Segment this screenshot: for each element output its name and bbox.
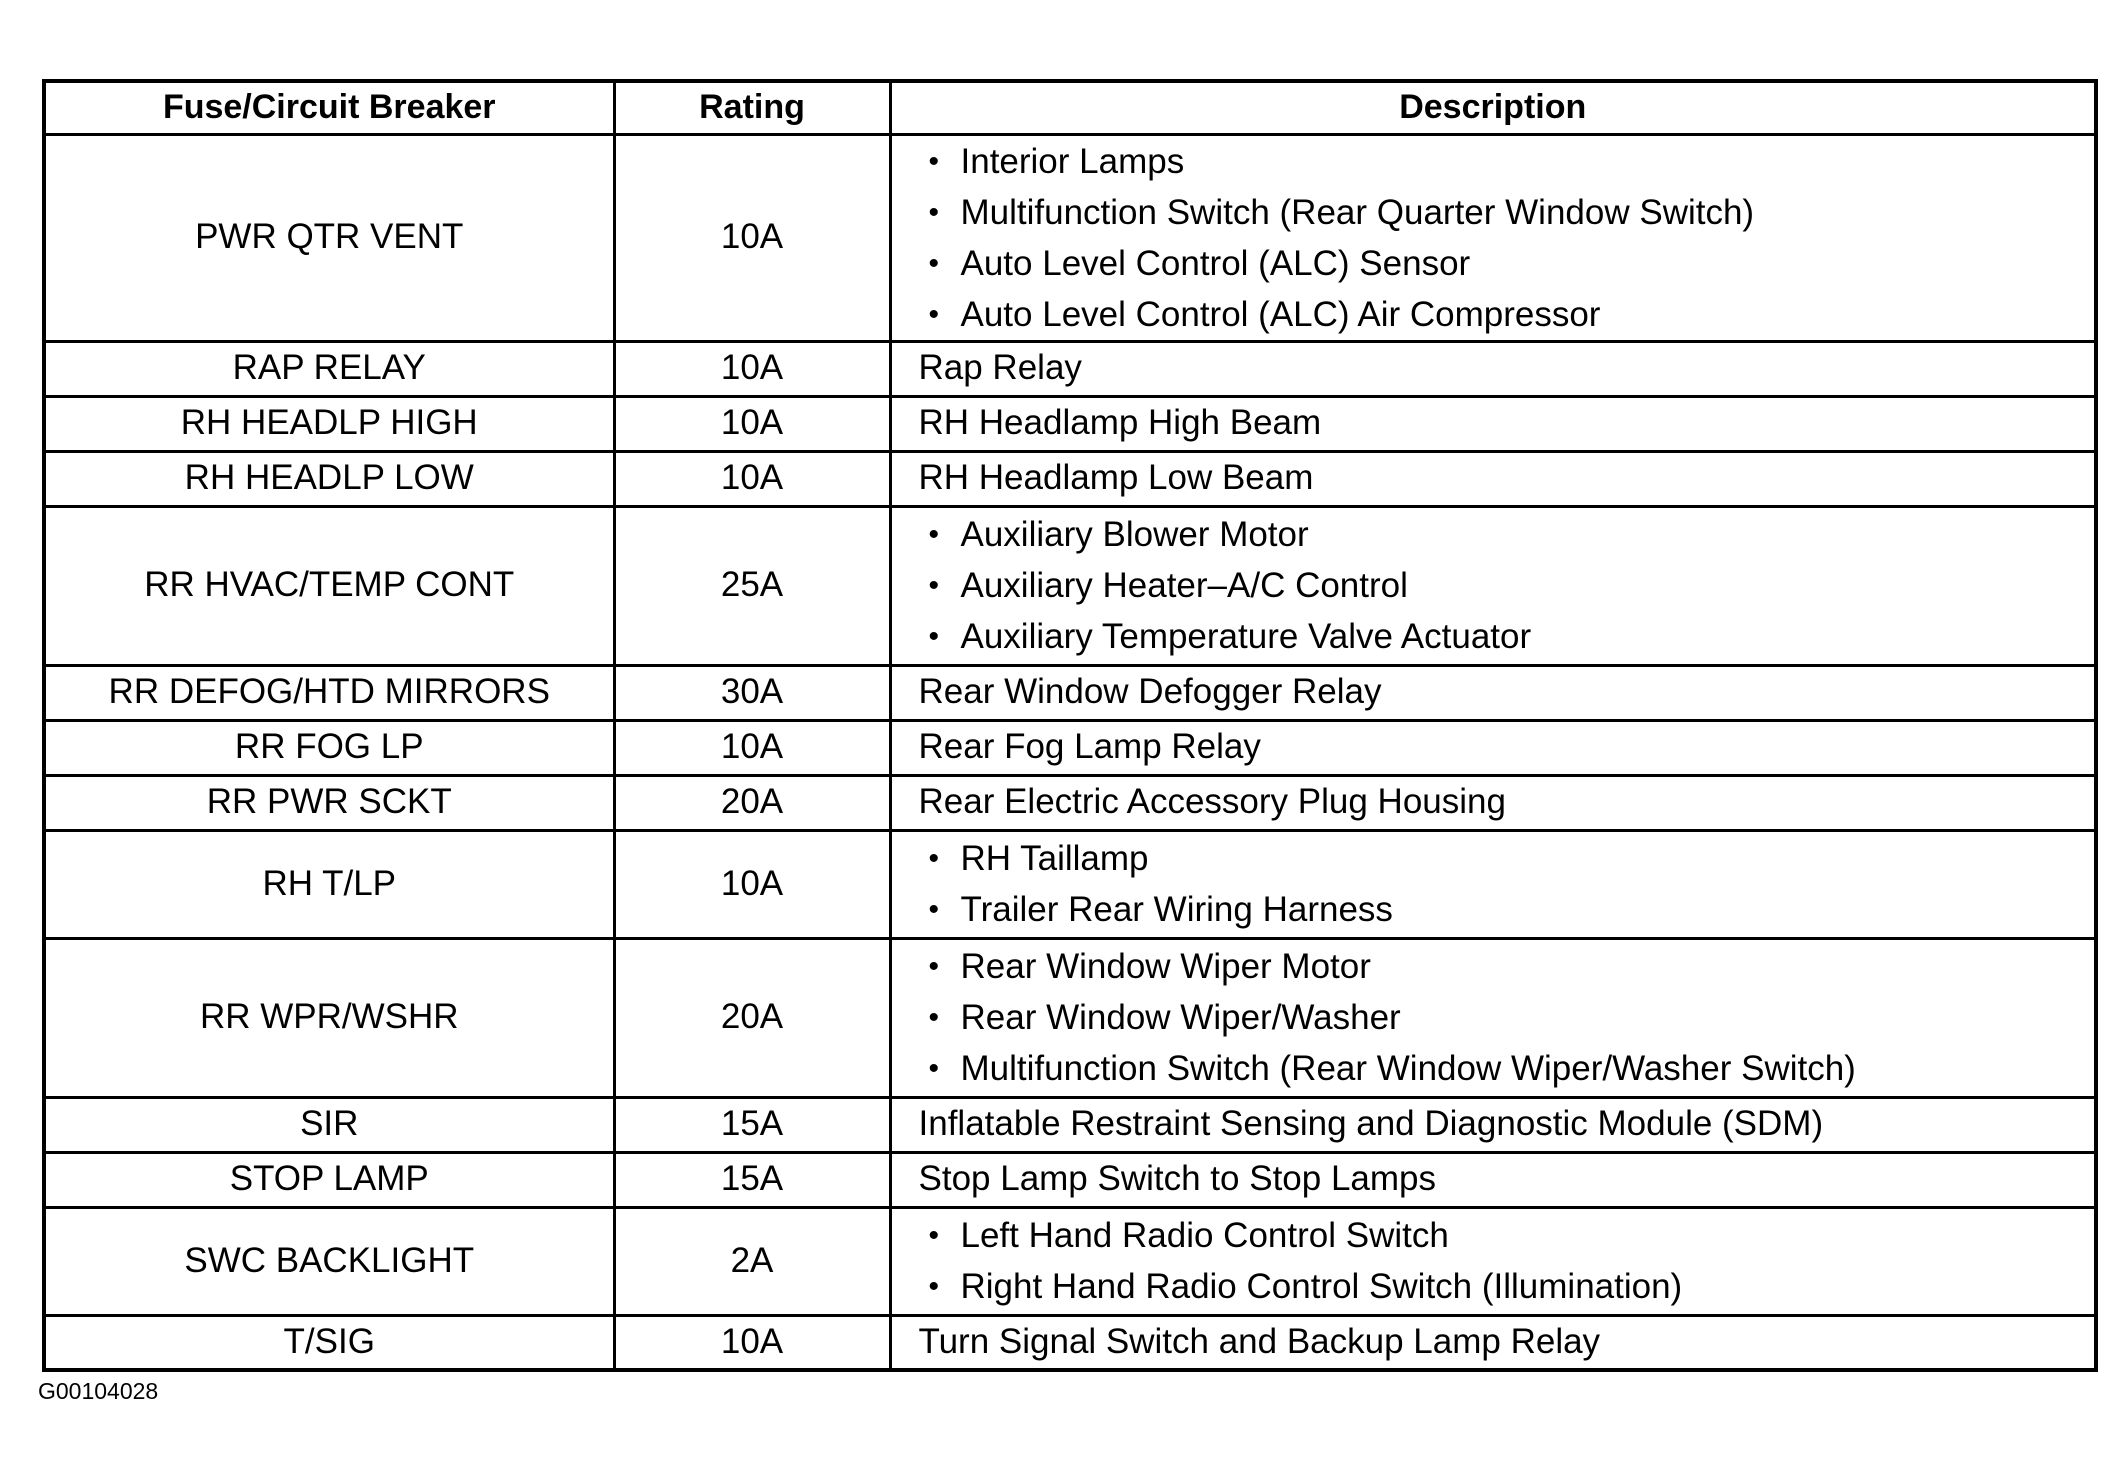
bullet-icon: • <box>928 195 940 229</box>
list-item-text: Rear Window Wiper Motor <box>960 947 1371 986</box>
table-row <box>44 720 2096 775</box>
fuse-description: Rear Window Defogger Relay <box>890 665 2096 720</box>
table-row <box>44 341 2096 396</box>
bullet-icon: • <box>928 1001 940 1034</box>
list-item <box>928 289 2095 340</box>
list-item <box>928 509 2095 560</box>
table-row <box>44 1315 2096 1370</box>
fuse-description: Inflatable Restraint Sensing and Diagnostic Module (SDM) <box>890 1097 2096 1152</box>
fuse-description: Rear Electric Accessory Plug Housing <box>890 775 2096 830</box>
fuse-rating: 10A <box>614 720 890 775</box>
fuse-rating: 10A <box>614 451 890 506</box>
list-item <box>928 941 2095 992</box>
bullet-icon: • <box>928 842 940 875</box>
list-item <box>928 992 2095 1043</box>
fuse-description: Stop Lamp Switch to Stop Lamps <box>890 1152 2096 1207</box>
table-row <box>44 1097 2096 1152</box>
list-item-text: Trailer Rear Wiring Harness <box>960 890 1393 929</box>
list-item <box>928 1210 2095 1261</box>
fuse-name: SWC BACKLIGHT <box>44 1207 614 1315</box>
fuse-name: STOP LAMP <box>44 1152 614 1207</box>
list-item <box>928 611 2095 662</box>
bullet-icon: • <box>928 246 940 280</box>
list-item <box>928 136 2095 187</box>
fuse-rating: 10A <box>614 134 890 341</box>
fuse-rating: 10A <box>614 830 890 938</box>
figure-id: G00104028 <box>38 1378 159 1404</box>
fuse-rating: 30A <box>614 665 890 720</box>
bullet-icon: • <box>928 518 940 551</box>
bullet-icon: • <box>928 893 940 926</box>
bullet-icon: • <box>928 1219 940 1252</box>
fuse-rating: 10A <box>614 341 890 396</box>
bullet-icon: • <box>928 1052 940 1085</box>
fuse-rating: 20A <box>614 938 890 1097</box>
fuse-description: RH Headlamp Low Beam <box>890 451 2096 506</box>
fuse-description: RH Headlamp High Beam <box>890 396 2096 451</box>
fuse-description <box>890 1207 2096 1315</box>
list-item-text: RH Taillamp <box>960 839 1149 878</box>
list-item <box>928 884 2095 935</box>
fuse-name: RH T/LP <box>44 830 614 938</box>
fuse-name: RH HEADLP HIGH <box>44 396 614 451</box>
fuse-description <box>890 134 2096 341</box>
list-item-text: Auto Level Control (ALC) Air Compressor <box>960 294 1601 334</box>
fuse-description: Turn Signal Switch and Backup Lamp Relay <box>890 1315 2096 1370</box>
fuse-name: RR WPR/WSHR <box>44 938 614 1097</box>
table-row <box>44 506 2096 665</box>
description-list <box>919 833 2095 935</box>
fuse-description <box>890 938 2096 1097</box>
table-body <box>44 134 2096 1370</box>
fuse-rating: 2A <box>614 1207 890 1315</box>
list-item <box>928 238 2095 289</box>
list-item-text: Rear Window Wiper/Washer <box>960 998 1401 1037</box>
table-row <box>44 451 2096 506</box>
fuse-table <box>42 79 2098 1372</box>
bullet-icon: • <box>928 144 940 178</box>
fuse-name: RR DEFOG/HTD MIRRORS <box>44 665 614 720</box>
header-rating: Rating <box>614 81 890 134</box>
fuse-rating: 25A <box>614 506 890 665</box>
header-fuse: Fuse/Circuit Breaker <box>44 81 614 134</box>
list-item-text: Interior Lamps <box>960 141 1185 181</box>
table-row <box>44 396 2096 451</box>
fuse-name: T/SIG <box>44 1315 614 1370</box>
description-list <box>919 136 2095 340</box>
fuse-name: RR HVAC/TEMP CONT <box>44 506 614 665</box>
bullet-icon: • <box>928 620 940 653</box>
table-row <box>44 1207 2096 1315</box>
bullet-icon: • <box>928 950 940 983</box>
fuse-description <box>890 830 2096 938</box>
list-item-text: Multifunction Switch (Rear Quarter Window Switch) <box>960 192 1755 232</box>
table-row <box>44 1152 2096 1207</box>
list-item-text: Right Hand Radio Control Switch (Illumination) <box>960 1267 1683 1306</box>
fuse-rating: 15A <box>614 1097 890 1152</box>
table-row <box>44 775 2096 830</box>
fuse-name: RH HEADLP LOW <box>44 451 614 506</box>
bullet-icon: • <box>928 1270 940 1303</box>
fuse-rating: 10A <box>614 396 890 451</box>
fuse-name: PWR QTR VENT <box>44 134 614 341</box>
description-list <box>919 1210 2095 1312</box>
list-item-text: Left Hand Radio Control Switch <box>960 1216 1449 1255</box>
fuse-name: SIR <box>44 1097 614 1152</box>
list-item <box>928 1043 2095 1094</box>
fuse-description <box>890 506 2096 665</box>
list-item <box>928 833 2095 884</box>
list-item-text: Auto Level Control (ALC) Sensor <box>960 243 1471 283</box>
fuse-name: RAP RELAY <box>44 341 614 396</box>
list-item-text: Auxiliary Temperature Valve Actuator <box>960 617 1532 656</box>
list-item <box>928 1261 2095 1312</box>
header-row <box>44 81 2096 134</box>
table-row <box>44 134 2096 341</box>
fuse-description: Rear Fog Lamp Relay <box>890 720 2096 775</box>
fuse-description: Rap Relay <box>890 341 2096 396</box>
list-item <box>928 187 2095 238</box>
fuse-name: RR PWR SCKT <box>44 775 614 830</box>
list-item <box>928 560 2095 611</box>
table-row <box>44 665 2096 720</box>
table-row <box>44 830 2096 938</box>
header-description: Description <box>890 81 2096 134</box>
fuse-rating: 20A <box>614 775 890 830</box>
bullet-icon: • <box>928 569 940 602</box>
fuse-rating: 10A <box>614 1315 890 1370</box>
list-item-text: Auxiliary Blower Motor <box>960 515 1309 554</box>
fuse-name: RR FOG LP <box>44 720 614 775</box>
description-list <box>919 941 2095 1094</box>
list-item-text: Auxiliary Heater–A/C Control <box>960 566 1408 605</box>
list-item-text: Multifunction Switch (Rear Window Wiper/Washer Switch) <box>960 1049 1856 1088</box>
description-list <box>919 509 2095 662</box>
bullet-icon: • <box>928 297 940 331</box>
fuse-rating: 15A <box>614 1152 890 1207</box>
table-row <box>44 938 2096 1097</box>
